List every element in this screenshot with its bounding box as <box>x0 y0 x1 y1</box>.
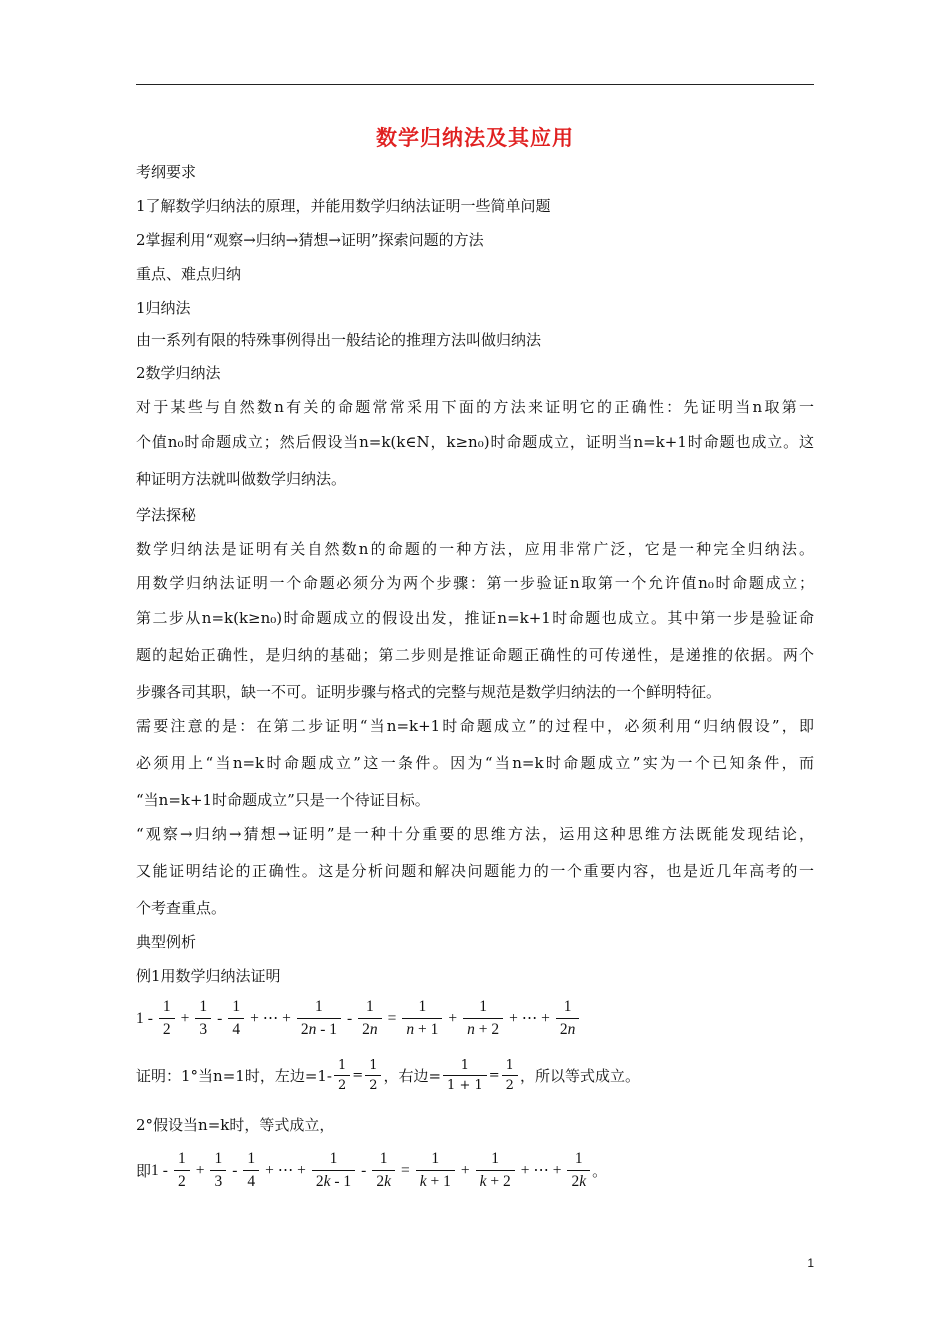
text-line: 1了解数学归纳法的原理，并能用数学归纳法证明一些简单问题 <box>136 197 551 215</box>
text-line: 题的起始正确性，是归纳的基础；第二步则是推证命题正确性的可传递性，是递推的依据。两个 <box>136 646 814 664</box>
text-line: 1归纳法 <box>136 299 191 317</box>
example-equation: 1 - $\frac{1}{2}$ + $\frac{1}{3}$ - $\frac{1}{4}$ + ⋯ + $\frac{1}{2n - 1}$ - $\frac{1}{2n}$ = $\frac{1}{n + 1}$ + $\frac{1}{n + 2}$ + ⋯ + $\frac{1}{2n}$ <box>136 998 581 1039</box>
text-line: 需要注意的是：在第二步证明“当n=k+1时命题成立”的过程中，必须利用“归纳假设”，即 <box>136 717 814 735</box>
text-line: 个考查重点。 <box>136 899 227 917</box>
proof-text: 证明：1°当n=1时，左边=1- <box>136 1067 332 1085</box>
text-line: 必须用上“当n=k时命题成立”这一条件。因为“当n=k时命题成立”实为一个已知条件，而 <box>136 754 814 772</box>
text-line: “观察→归纳→猜想→证明”是一种十分重要的思维方法，运用这种思维方法既能发现结论， <box>136 825 814 843</box>
text-line: 2数学归纳法 <box>136 364 221 382</box>
proof-text: ，所以等式成立。 <box>519 1067 640 1085</box>
text-line: 用数学归纳法证明一个命题必须分为两个步骤：第一步验证n取第一个允许值n₀时命题成立； <box>136 574 814 592</box>
section-heading: 考纲要求 <box>136 163 197 181</box>
proof-text: 即 <box>136 1162 152 1180</box>
proof-text: ，右边= <box>383 1067 442 1085</box>
proof-step-1: 证明：1°当n=1时，左边=1- $\frac{1}{2}$ = $\frac{1}{2}$ ，右边= $\frac{1}{1 + 1}$ = $\frac{1}{2}$ ，所以等式成立。 <box>136 1058 640 1093</box>
page-title: 数学归纳法及其应用 <box>376 126 574 150</box>
text-line: 2掌握利用“观察→归纳→猜想→证明”探索问题的方法 <box>136 231 484 249</box>
text-line: 对于某些与自然数n有关的命题常常采用下面的方法来证明它的正确性：先证明当n取第一 <box>136 398 814 416</box>
text-line: 种证明方法就叫做数学归纳法。 <box>136 470 347 488</box>
section-heading: 重点、难点归纳 <box>136 265 242 283</box>
proof-text: 。 <box>592 1162 608 1180</box>
section-heading: 学法探秘 <box>136 506 197 524</box>
proof-step-2: 2°假设当n=k时，等式成立， <box>136 1116 335 1134</box>
text-line: 由一系列有限的特殊事例得出一般结论的推理方法叫做归纳法 <box>136 331 542 349</box>
example-title: 例1用数学归纳法证明 <box>136 967 281 985</box>
text-line: 第二步从n=k(k≥n₀)时命题成立的假设出发，推证n=k+1时命题也成立。其中第一步是验证命 <box>136 609 814 627</box>
page-number: 1 <box>807 1256 814 1270</box>
header-rule <box>136 84 814 85</box>
induction-hypothesis-equation: 即 1 - $\frac{1}{2}$ + $\frac{1}{3}$ - $\frac{1}{4}$ + ⋯ + $\frac{1}{2k - 1}$ - $\frac{1}{2k}$ = $\frac{1}{k + 1}$ + $\frac{1}{k + 2}$ + ⋯ + $\frac{1}{2k}$ 。 <box>136 1150 608 1190</box>
text-line: 又能证明结论的正确性。这是分析问题和解决问题能力的一个重要内容，也是近几年高考的一 <box>136 862 814 880</box>
section-heading: 典型例析 <box>136 933 197 951</box>
text-line: 数学归纳法是证明有关自然数n的命题的一种方法，应用非常广泛，它是一种完全归纳法。 <box>136 540 814 558</box>
text-line: 步骤各司其职，缺一不可。证明步骤与格式的完整与规范是数学归纳法的一个鲜明特征。 <box>136 683 722 701</box>
text-line: 个值n₀时命题成立；然后假设当n=k(k∈N，k≥n₀)时命题成立，证明当n=k+1时命题也成立。这 <box>136 433 814 451</box>
text-line: “当n=k+1时命题成立”只是一个待证目标。 <box>136 791 430 809</box>
